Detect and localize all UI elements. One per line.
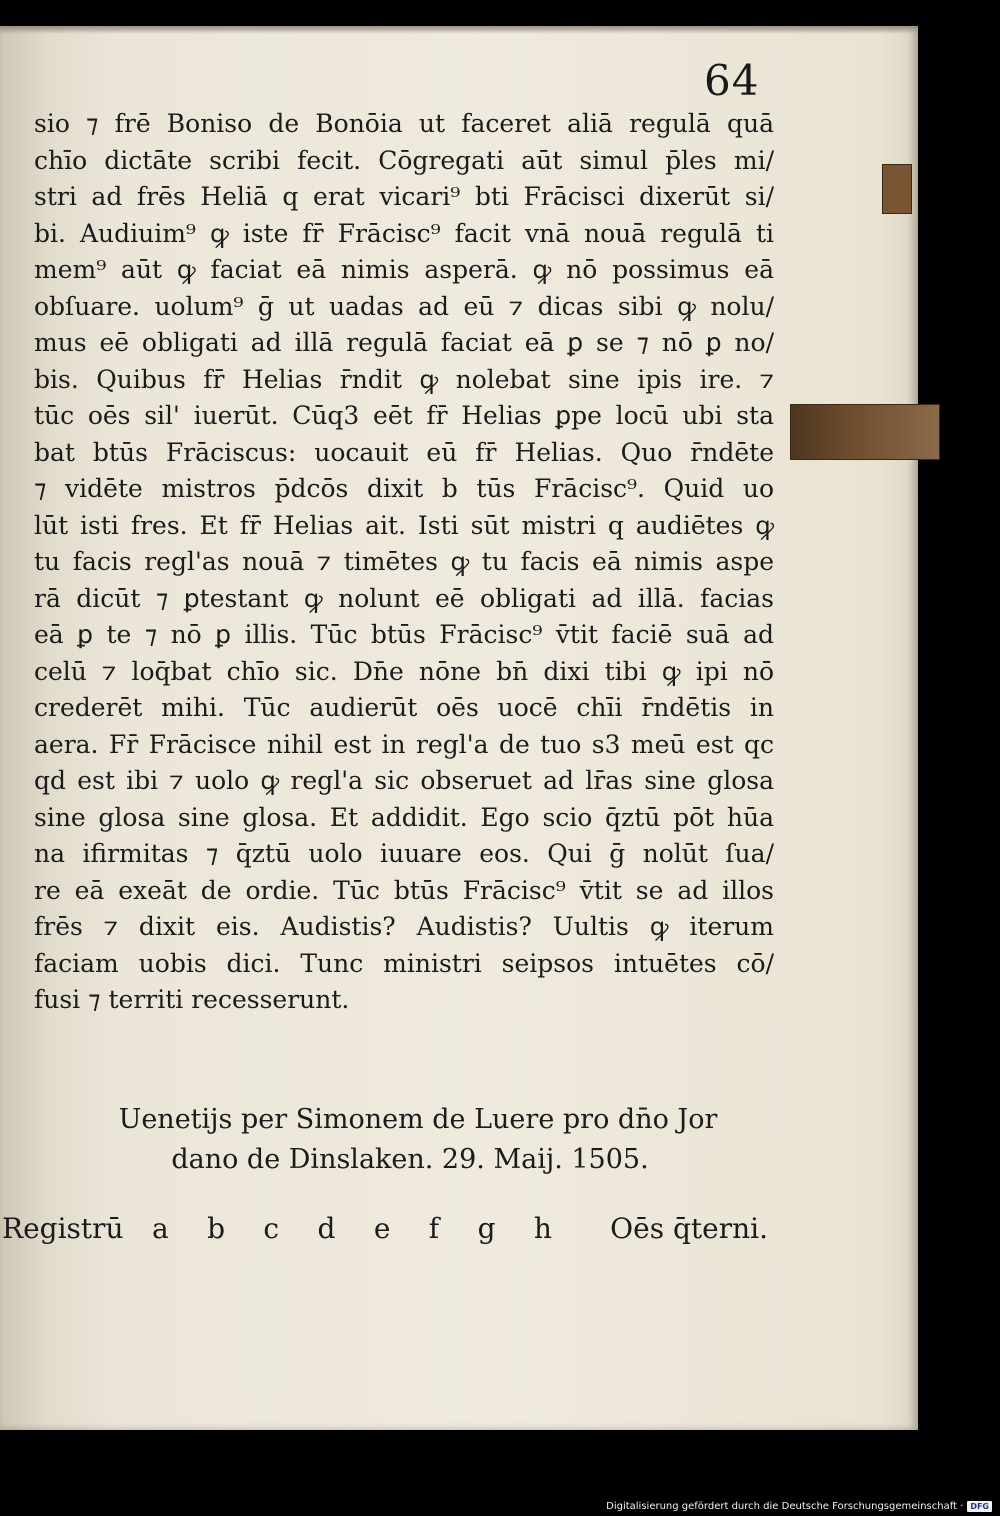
text-line: mem⁹ aūt ꝙ faciat eā nimis asperā. ꝙ nō possimus eā	[34, 255, 774, 284]
text-line: mus eē obligati ad illā regulā faciat eā ꝑ se ⁊ nō ꝑ no/	[34, 328, 774, 357]
text-line: bis. Quibus fr̄ Helias r̄ndit ꝙ nolebat sine ipis ire. ⁊	[34, 364, 774, 394]
text-line: rā dicūt ⁊ ꝑtestant ꝙ nolunt eē obligati ad illā. facias	[34, 583, 774, 613]
body-text	[34, 106, 774, 1019]
text-line: eā ꝑ te ⁊ nō ꝑ illis. Tūc btūs Frācisc⁹ v̄tit faciē suā ad	[34, 620, 774, 649]
page-number: 64	[704, 56, 760, 105]
signature-letter: a	[152, 1212, 169, 1245]
register-tail: Oēs q̄terni.	[610, 1212, 768, 1245]
register-label: Registrū	[2, 1212, 124, 1245]
text-line: frēs ⁊ dixit eis. Audistis? Audistis? Uultis ꝙ iterum	[34, 912, 774, 941]
text-line: re eā exeāt de ordie. Tūc btūs Frācisc⁹ v̄tit se ad illos	[34, 875, 774, 905]
page-edge-shadow	[0, 26, 918, 34]
signature-letter: g	[477, 1212, 496, 1245]
text-line: stri ad frēs Heliā q erat vicari⁹ bti Frācisci dixerūt si/	[34, 182, 774, 211]
text-line: faciam uobis dici. Tunc ministri seipsos intuētes cō/	[34, 948, 774, 978]
signature-letter: e	[373, 1212, 391, 1245]
text-line: sio ⁊ frē Boniso de Bonōia ut faceret aliā regulā quā	[34, 109, 774, 138]
colophon	[40, 1100, 780, 1180]
text-line: chīo dictāte scribi fecit. Cōgregati aūt simul p̄les mi/	[34, 145, 774, 175]
text-line: bat btūs Frāciscus: uocauit eū fr̄ Helias. Quo r̄ndēte	[34, 437, 774, 467]
text-line: na ifirmitas ⁊ q̄ztū uolo iuuare eos. Qui ḡ nolūt ſua/	[34, 839, 774, 868]
text-line: ⁊ vidēte mistros p̄dcōs dixit b tūs Frācisc⁹. Quid uo	[34, 474, 774, 503]
text-line: sine glosa sine glosa. Et addidit. Ego scio q̄ztū pōt hūa	[34, 802, 774, 832]
footer-text: Digitalisierung gefördert durch die Deutsche Forschungsgemeinschaft ·	[606, 1501, 964, 1512]
text-line: tūc oēs sil' iuerūt. Cūq3 eēt fr̄ Helias ꝑpe locū ubi sta	[34, 401, 774, 430]
text-line: fusi ⁊ territi recesserunt.	[34, 985, 350, 1014]
colophon-line-1: Uenetijs per Simonem de Luere pro dn̄o Jor	[118, 1104, 718, 1135]
signature-letter: b	[207, 1212, 226, 1245]
text-line: bi. Audiuim⁹ ꝙ iste fr̄ Frācisc⁹ facit vnā nouā regulā ti	[34, 218, 774, 248]
signature-letter: c	[263, 1212, 280, 1245]
signature-letters	[152, 1212, 552, 1245]
text-line: obſuare. uolum⁹ ḡ ut uadas ad eū ⁊ dicas sibi ꝙ nolu/	[34, 291, 774, 321]
text-line: tu facis regl'as nouā ⁊ timētes ꝙ tu facis eā nimis aspe	[34, 547, 774, 576]
text-line: crederēt mihi. Tūc audierūt oēs uocē chīi r̄ndētis in	[34, 693, 774, 722]
dfg-logo-icon: DFG	[967, 1501, 992, 1512]
text-line: celū ⁊ loq̄bat chīo sic. Dn̄e nōne bn̄ dixi tibi ꝙ ipi nō	[34, 656, 774, 686]
signature-letter: h	[533, 1212, 552, 1245]
text-line: qd est ibi ⁊ uolo ꝙ regl'a sic obseruet ad lr̄as sine glosa	[34, 766, 774, 795]
register-of-signatures	[2, 1212, 768, 1245]
text-line: aera. Fr̄ Frācisce nihil est in regl'a de tuo s3 meū est qc	[34, 729, 774, 759]
text-line: lūt isti fres. Et fr̄ Helias ait. Isti sūt mistri q audiētes ꝙ	[34, 510, 774, 540]
digitization-footer	[606, 1501, 992, 1512]
signature-letter: d	[317, 1212, 336, 1245]
leather-tab-middle	[790, 404, 940, 460]
colophon-line-2: dano de Dinslaken. 29. Maij. 1505.	[171, 1144, 649, 1175]
signature-letter: f	[428, 1212, 440, 1245]
leather-tab-upper	[882, 164, 912, 214]
